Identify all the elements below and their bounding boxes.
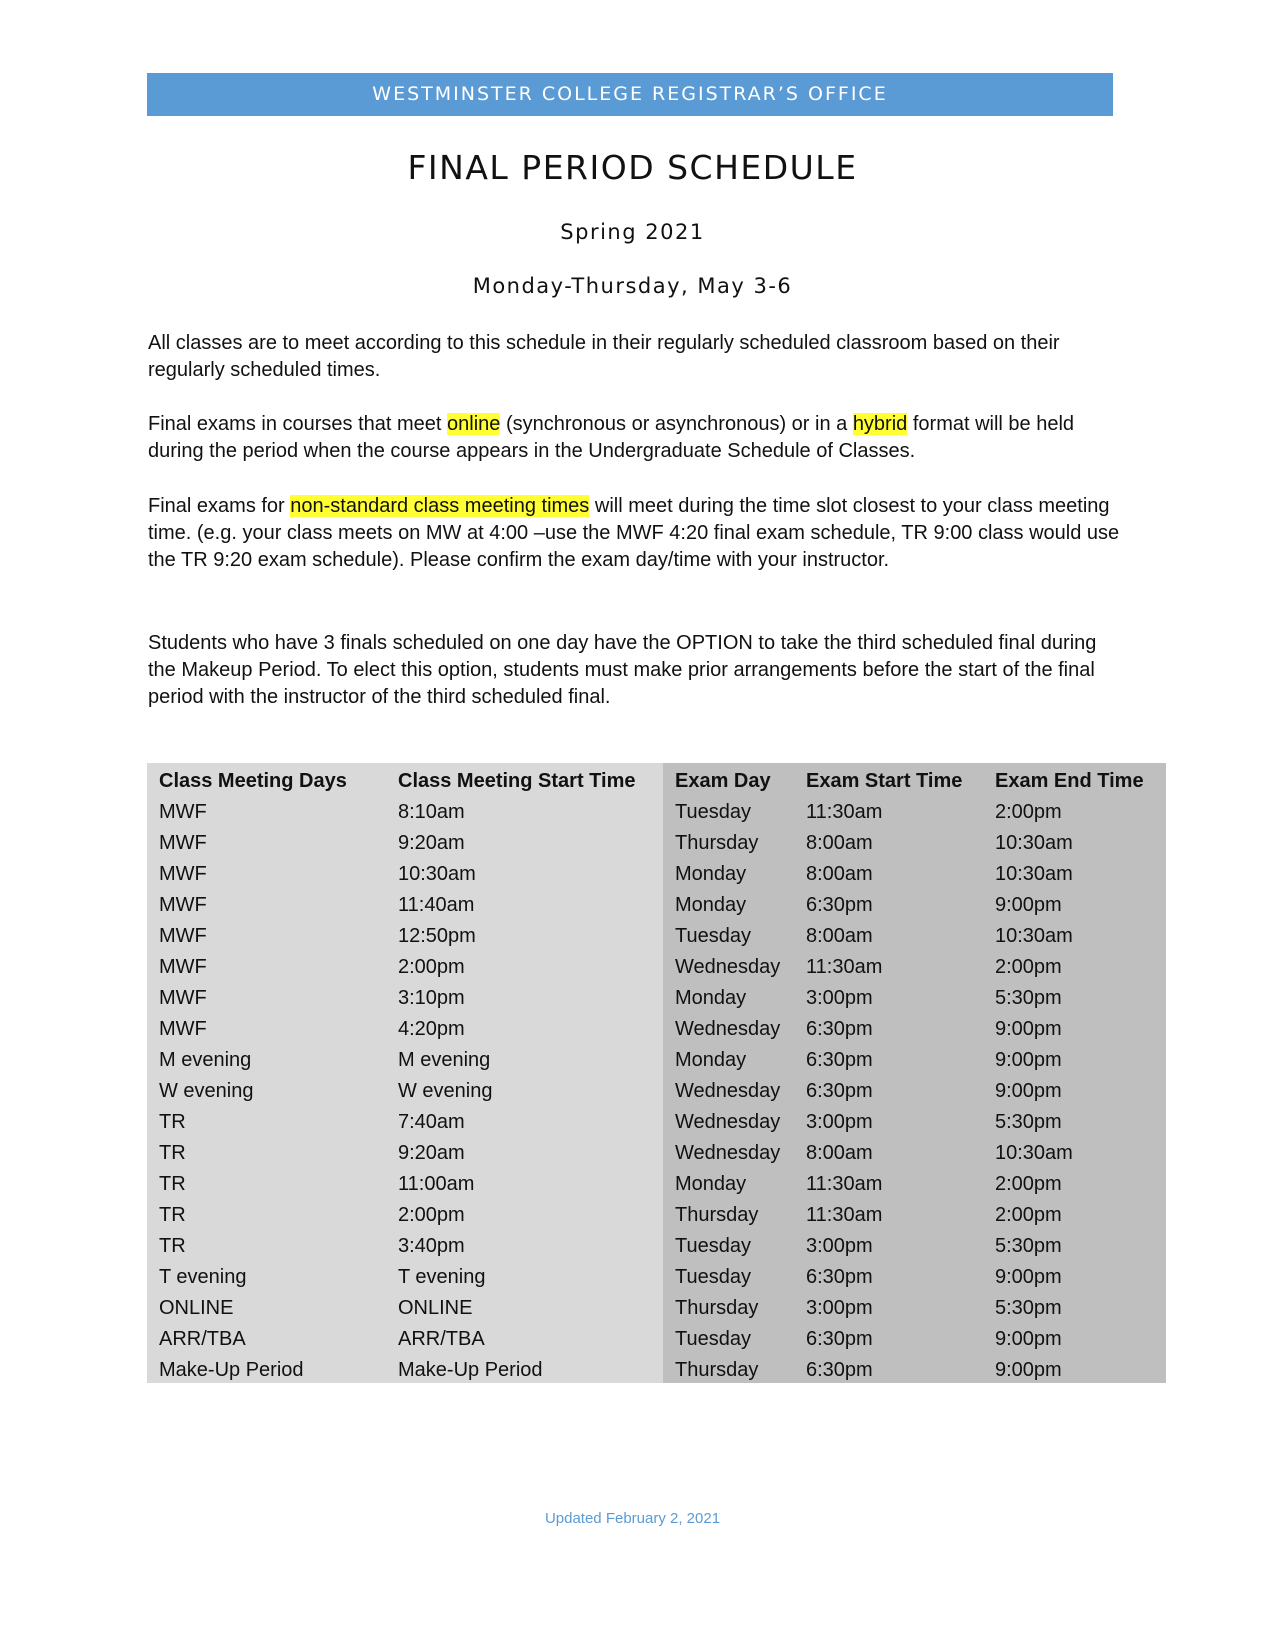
cell-exam-start-time: 6:30pm xyxy=(806,1080,873,1102)
cell-exam-end-time: 10:30am xyxy=(995,863,1073,885)
cell-class-meeting-start-time: T evening xyxy=(398,1266,486,1288)
cell-exam-start-time: 6:30pm xyxy=(806,894,873,916)
cell-class-meeting-start-time: ARR/TBA xyxy=(398,1328,485,1350)
cell-exam-day: Tuesday xyxy=(675,1266,751,1288)
cell-exam-end-time: 9:00pm xyxy=(995,1080,1062,1102)
cell-exam-start-time: 8:00am xyxy=(806,832,873,854)
cell-class-meeting-days: ARR/TBA xyxy=(159,1328,246,1350)
cell-exam-end-time: 10:30am xyxy=(995,1142,1073,1164)
table-row xyxy=(147,1138,1166,1169)
highlight-hybrid: hybrid xyxy=(852,413,908,435)
cell-exam-day: Monday xyxy=(675,1173,747,1195)
cell-exam-day: Monday xyxy=(675,1049,747,1071)
cell-exam-day: Wednesday xyxy=(675,1018,781,1040)
cell-class-meeting-start-time: 8:10am xyxy=(398,801,465,823)
cell-exam-start-time: 11:30am xyxy=(806,1173,883,1195)
cell-exam-end-time: 9:00pm xyxy=(995,1018,1062,1040)
paragraph-non-standard xyxy=(148,493,1128,574)
cell-exam-day: Monday xyxy=(675,894,747,916)
cell-exam-day: Thursday xyxy=(675,832,759,854)
cell-exam-start-time: 6:30pm xyxy=(806,1359,873,1381)
cell-exam-end-time: 9:00pm xyxy=(995,894,1062,916)
table-header-row xyxy=(147,763,1166,797)
highlight-non-standard: non-standard class meeting times xyxy=(290,495,590,517)
table-row xyxy=(147,921,1166,952)
cell-exam-end-time: 5:30pm xyxy=(995,1111,1062,1133)
cell-class-meeting-start-time: 11:00am xyxy=(398,1173,475,1195)
term-subtitle: Spring 2021 xyxy=(560,220,705,244)
table-row xyxy=(147,1014,1166,1045)
cell-exam-end-time: 10:30am xyxy=(995,925,1073,947)
cell-exam-start-time: 8:00am xyxy=(806,1142,873,1164)
cell-exam-day: Wednesday xyxy=(675,1080,781,1102)
cell-exam-end-time: 9:00pm xyxy=(995,1359,1062,1381)
table-row xyxy=(147,1324,1166,1355)
cell-exam-day: Monday xyxy=(675,863,747,885)
table-row xyxy=(147,1200,1166,1231)
cell-exam-start-time: 6:30pm xyxy=(806,1049,873,1071)
cell-class-meeting-days: TR xyxy=(159,1142,186,1164)
cell-class-meeting-start-time: W evening xyxy=(398,1080,493,1102)
cell-class-meeting-days: TR xyxy=(159,1204,186,1226)
cell-class-meeting-days: M evening xyxy=(159,1049,252,1071)
table-row xyxy=(147,797,1166,828)
cell-class-meeting-days: MWF xyxy=(159,1018,207,1040)
table-row xyxy=(147,890,1166,921)
table-row xyxy=(147,1169,1166,1200)
cell-exam-day: Thursday xyxy=(675,1297,759,1319)
cell-exam-day: Thursday xyxy=(675,1204,759,1226)
cell-class-meeting-days: TR xyxy=(159,1173,186,1195)
cell-exam-start-time: 8:00am xyxy=(806,925,873,947)
cell-class-meeting-start-time: Make-Up Period xyxy=(398,1359,543,1381)
cell-exam-end-time: 5:30pm xyxy=(995,987,1062,1009)
paragraph-text: Final exams for xyxy=(148,495,291,517)
page-title: FINAL PERIOD SCHEDULE xyxy=(407,148,858,187)
table-row xyxy=(147,1262,1166,1293)
paragraph-schedule-rule: All classes are to meet according to this schedule in their regularly scheduled classroom based on their regularly scheduled times. xyxy=(148,332,1060,381)
cell-exam-end-time: 10:30am xyxy=(995,832,1073,854)
cell-exam-end-time: 9:00pm xyxy=(995,1266,1062,1288)
cell-exam-day: Tuesday xyxy=(675,801,751,823)
final-schedule-table xyxy=(147,763,1166,1386)
cell-exam-end-time: 2:00pm xyxy=(995,1173,1062,1195)
cell-exam-start-time: 11:30am xyxy=(806,956,883,978)
cell-class-meeting-days: Make-Up Period xyxy=(159,1359,304,1381)
paragraph-text: will meet during the time slot closest to your class meeting time. (e.g. your class meets on MW at 4:00 –use the MWF 4:20 final exam schedule, TR 9:00 class would use the TR 9:20 exam schedule). Please confirm the exam day/time with your instructor. xyxy=(148,495,1120,571)
cell-class-meeting-start-time: 11:40am xyxy=(398,894,475,916)
paragraph-text: Final exams in courses that meet xyxy=(148,413,448,435)
table-row xyxy=(147,1107,1166,1138)
cell-class-meeting-start-time: 12:50pm xyxy=(398,925,476,947)
table-row xyxy=(147,1355,1166,1386)
table-body xyxy=(147,797,1166,1386)
registrar-banner: WESTMINSTER COLLEGE REGISTRAR’S OFFICE xyxy=(147,73,1113,116)
cell-exam-day: Tuesday xyxy=(675,925,751,947)
header-class-meeting-start-time: Class Meeting Start Time xyxy=(398,769,636,792)
paragraph-text: (synchronous or asynchronous) or in a xyxy=(500,413,853,435)
cell-class-meeting-days: MWF xyxy=(159,832,207,854)
cell-class-meeting-days: TR xyxy=(159,1111,186,1133)
cell-class-meeting-start-time: M evening xyxy=(398,1049,491,1071)
table-row xyxy=(147,1231,1166,1262)
cell-exam-day: Wednesday xyxy=(675,1142,781,1164)
schedule-table-container xyxy=(147,763,1166,1383)
header-exam-end-time: Exam End Time xyxy=(995,769,1144,792)
cell-exam-end-time: 5:30pm xyxy=(995,1235,1062,1257)
cell-exam-day: Monday xyxy=(675,987,747,1009)
cell-class-meeting-start-time: 3:10pm xyxy=(398,987,465,1009)
table-row xyxy=(147,1293,1166,1324)
cell-class-meeting-start-time: 10:30am xyxy=(398,863,476,885)
cell-class-meeting-days: W evening xyxy=(159,1080,254,1102)
cell-exam-end-time: 2:00pm xyxy=(995,956,1062,978)
cell-class-meeting-days: ONLINE xyxy=(159,1297,234,1319)
dates-subtitle: Monday-Thursday, May 3-6 xyxy=(472,274,793,298)
cell-class-meeting-days: T evening xyxy=(159,1266,247,1288)
cell-exam-day: Tuesday xyxy=(675,1235,751,1257)
cell-class-meeting-start-time: 9:20am xyxy=(398,832,465,854)
paragraph-three-finals: Students who have 3 finals scheduled on one day have the OPTION to take the third scheduled final during the Makeup Period. To elect this option, students must make prior arrangements before the start of the final period with the instructor of the third scheduled final. xyxy=(148,632,1097,708)
header-exam-start-time: Exam Start Time xyxy=(806,769,963,792)
cell-exam-start-time: 6:30pm xyxy=(806,1328,873,1350)
cell-exam-start-time: 3:00pm xyxy=(806,987,873,1009)
table-row xyxy=(147,1045,1166,1076)
cell-exam-day: Wednesday xyxy=(675,956,781,978)
cell-exam-start-time: 6:30pm xyxy=(806,1018,873,1040)
cell-exam-start-time: 3:00pm xyxy=(806,1235,873,1257)
cell-exam-start-time: 3:00pm xyxy=(806,1297,873,1319)
header-class-meeting-days: Class Meeting Days xyxy=(159,769,347,792)
table-row xyxy=(147,859,1166,890)
paragraph-text: format will be held during the period when the course appears in the Undergraduate Schedule of Classes. xyxy=(148,413,1075,462)
updated-footer: Updated February 2, 2021 xyxy=(544,1510,721,1527)
cell-class-meeting-days: MWF xyxy=(159,894,207,916)
cell-exam-start-time: 6:30pm xyxy=(806,1266,873,1288)
cell-class-meeting-days: MWF xyxy=(159,863,207,885)
cell-exam-day: Thursday xyxy=(675,1359,759,1381)
cell-exam-start-time: 11:30am xyxy=(806,1204,883,1226)
cell-exam-end-time: 2:00pm xyxy=(995,1204,1062,1226)
cell-class-meeting-start-time: 4:20pm xyxy=(398,1018,465,1040)
cell-exam-end-time: 5:30pm xyxy=(995,1297,1062,1319)
cell-class-meeting-days: MWF xyxy=(159,925,207,947)
cell-class-meeting-days: MWF xyxy=(159,987,207,1009)
cell-class-meeting-start-time: 7:40am xyxy=(398,1111,465,1133)
cell-exam-day: Tuesday xyxy=(675,1328,751,1350)
cell-exam-end-time: 2:00pm xyxy=(995,801,1062,823)
cell-class-meeting-start-time: ONLINE xyxy=(398,1297,473,1319)
cell-exam-end-time: 9:00pm xyxy=(995,1049,1062,1071)
highlight-online: online xyxy=(447,413,501,435)
table-row xyxy=(147,1076,1166,1107)
header-exam-day: Exam Day xyxy=(675,769,771,792)
cell-class-meeting-days: TR xyxy=(159,1235,186,1257)
cell-exam-start-time: 3:00pm xyxy=(806,1111,873,1133)
table-row xyxy=(147,828,1166,859)
cell-class-meeting-days: MWF xyxy=(159,801,207,823)
cell-exam-day: Wednesday xyxy=(675,1111,781,1133)
cell-exam-end-time: 9:00pm xyxy=(995,1328,1062,1350)
table-row xyxy=(147,983,1166,1014)
paragraph-online-hybrid xyxy=(148,411,1128,465)
cell-class-meeting-start-time: 3:40pm xyxy=(398,1235,465,1257)
table-row xyxy=(147,952,1166,983)
cell-class-meeting-days: MWF xyxy=(159,956,207,978)
cell-exam-start-time: 8:00am xyxy=(806,863,873,885)
cell-class-meeting-start-time: 9:20am xyxy=(398,1142,465,1164)
cell-class-meeting-start-time: 2:00pm xyxy=(398,956,465,978)
cell-exam-start-time: 11:30am xyxy=(806,801,883,823)
cell-class-meeting-start-time: 2:00pm xyxy=(398,1204,465,1226)
